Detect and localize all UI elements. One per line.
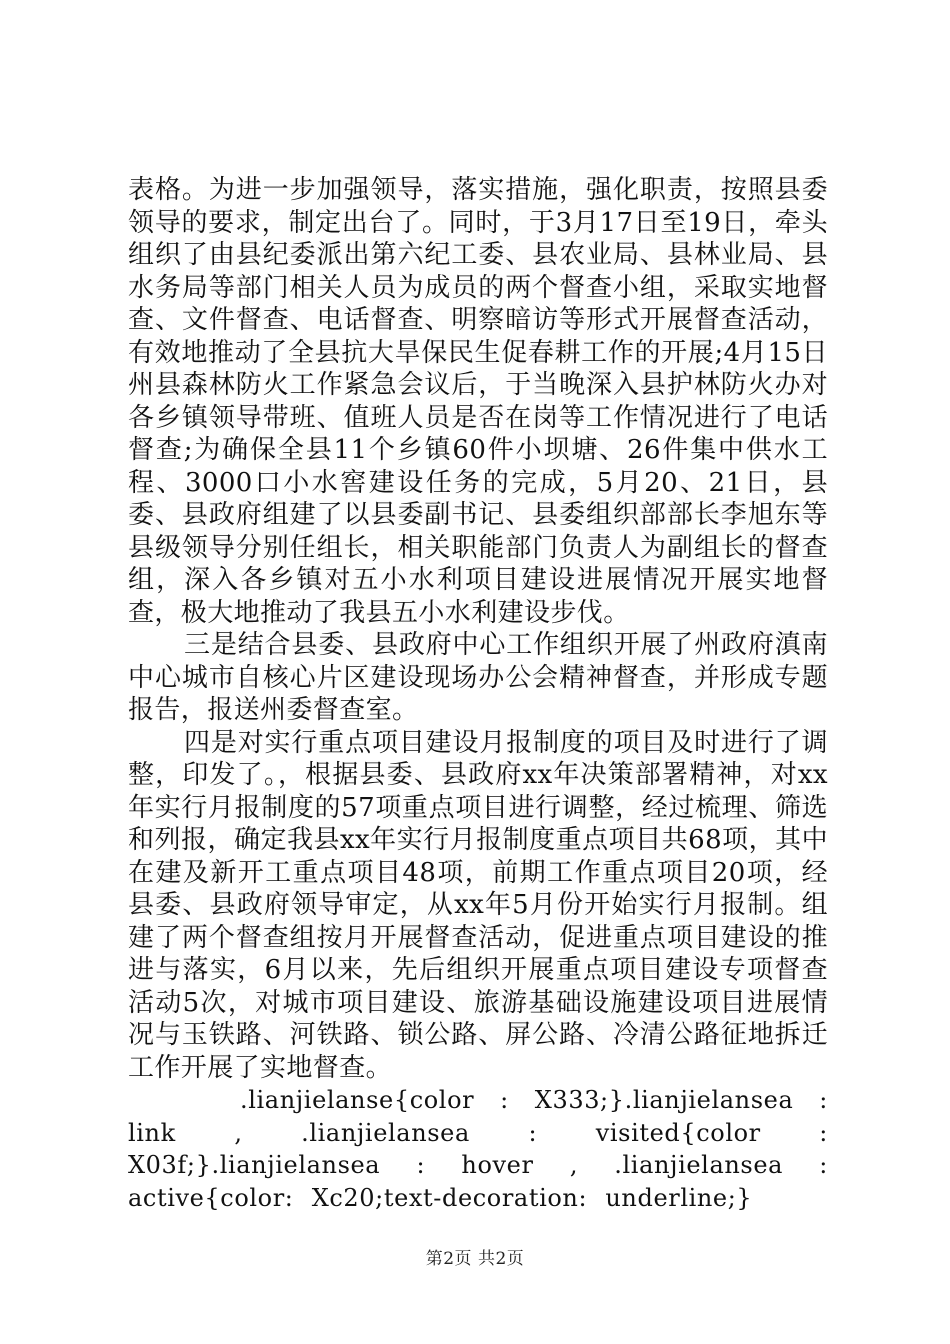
document-body bbox=[128, 174, 828, 1214]
paragraph-3: 四是对实行重点项目建设月报制度的项目及时进行了调整，印发了。，根据县委、县政府xx年决策部署精神，对xx年实行月报制度的57项重点项目进行调整，经过梳理、筛选和列报，确定我县xx年实行月报制度重点项目共68项，其中在建及新开工重点项目48项，前期工作重点项目20项，经县委、县政府领导审定，从xx年5月份开始实行月报制。组建了两个督查组按月开展督查活动，促进重点项目建设的推进与落实，6月以来，先后组织开展重点项目建设专项督查活动5次，对城市项目建设、旅游基础设施建设项目进展情况与玉铁路、河铁路、锁公路、屏公路、冷清公路征地拆迁工作开展了实地督查。 bbox=[128, 727, 828, 1083]
css-code-paragraph: .lianjielanse{color : X333;}.lianjielansea : link , .lianjielansea : visited{color : X03f;}.lianjielansea : hover , .lianjielansea : active{color: Xc20;text-decoration: underline;} bbox=[128, 1086, 828, 1212]
paragraph-2: 三是结合县委、县政府中心工作组织开展了州政府滇南中心城市自核心片区建设现场办公会精神督查，并形成专题报告，报送州委督查室。 bbox=[128, 630, 828, 725]
page-footer: 第2页 共2页 bbox=[425, 1249, 525, 1269]
paragraph-1: 表格。为进一步加强领导，落实措施，强化职责，按照县委领导的要求，制定出台了。同时，于3月17日至19日，牵头组织了由县纪委派出第六纪工委、县农业局、县林业局、县水务局等部门相关人员为成员的两个督查小组，采取实地督查、文件督查、电话督查、明察暗访等形式开展督查活动，有效地推动了全县抗大旱保民生促春耕工作的开展;4月15日州县森林防火工作紧急会议后，于当晚深入县护林防火办对各乡镇领导带班、值班人员是否在岗等工作情况进行了电话督查;为确保全县11个乡镇60件小坝塘、26件集中供水工程、3000口小水窖建设任务的完成，5月20、21日，县委、县政府组建了以县委副书记、县委组织部部长李旭东等县级领导分别任组长，相关职能部门负责人为副组长的督查组，深入各乡镇对五小水利项目建设进展情况开展实地督查，极大地推动了我县五小水利建设步伐。 bbox=[128, 175, 828, 628]
